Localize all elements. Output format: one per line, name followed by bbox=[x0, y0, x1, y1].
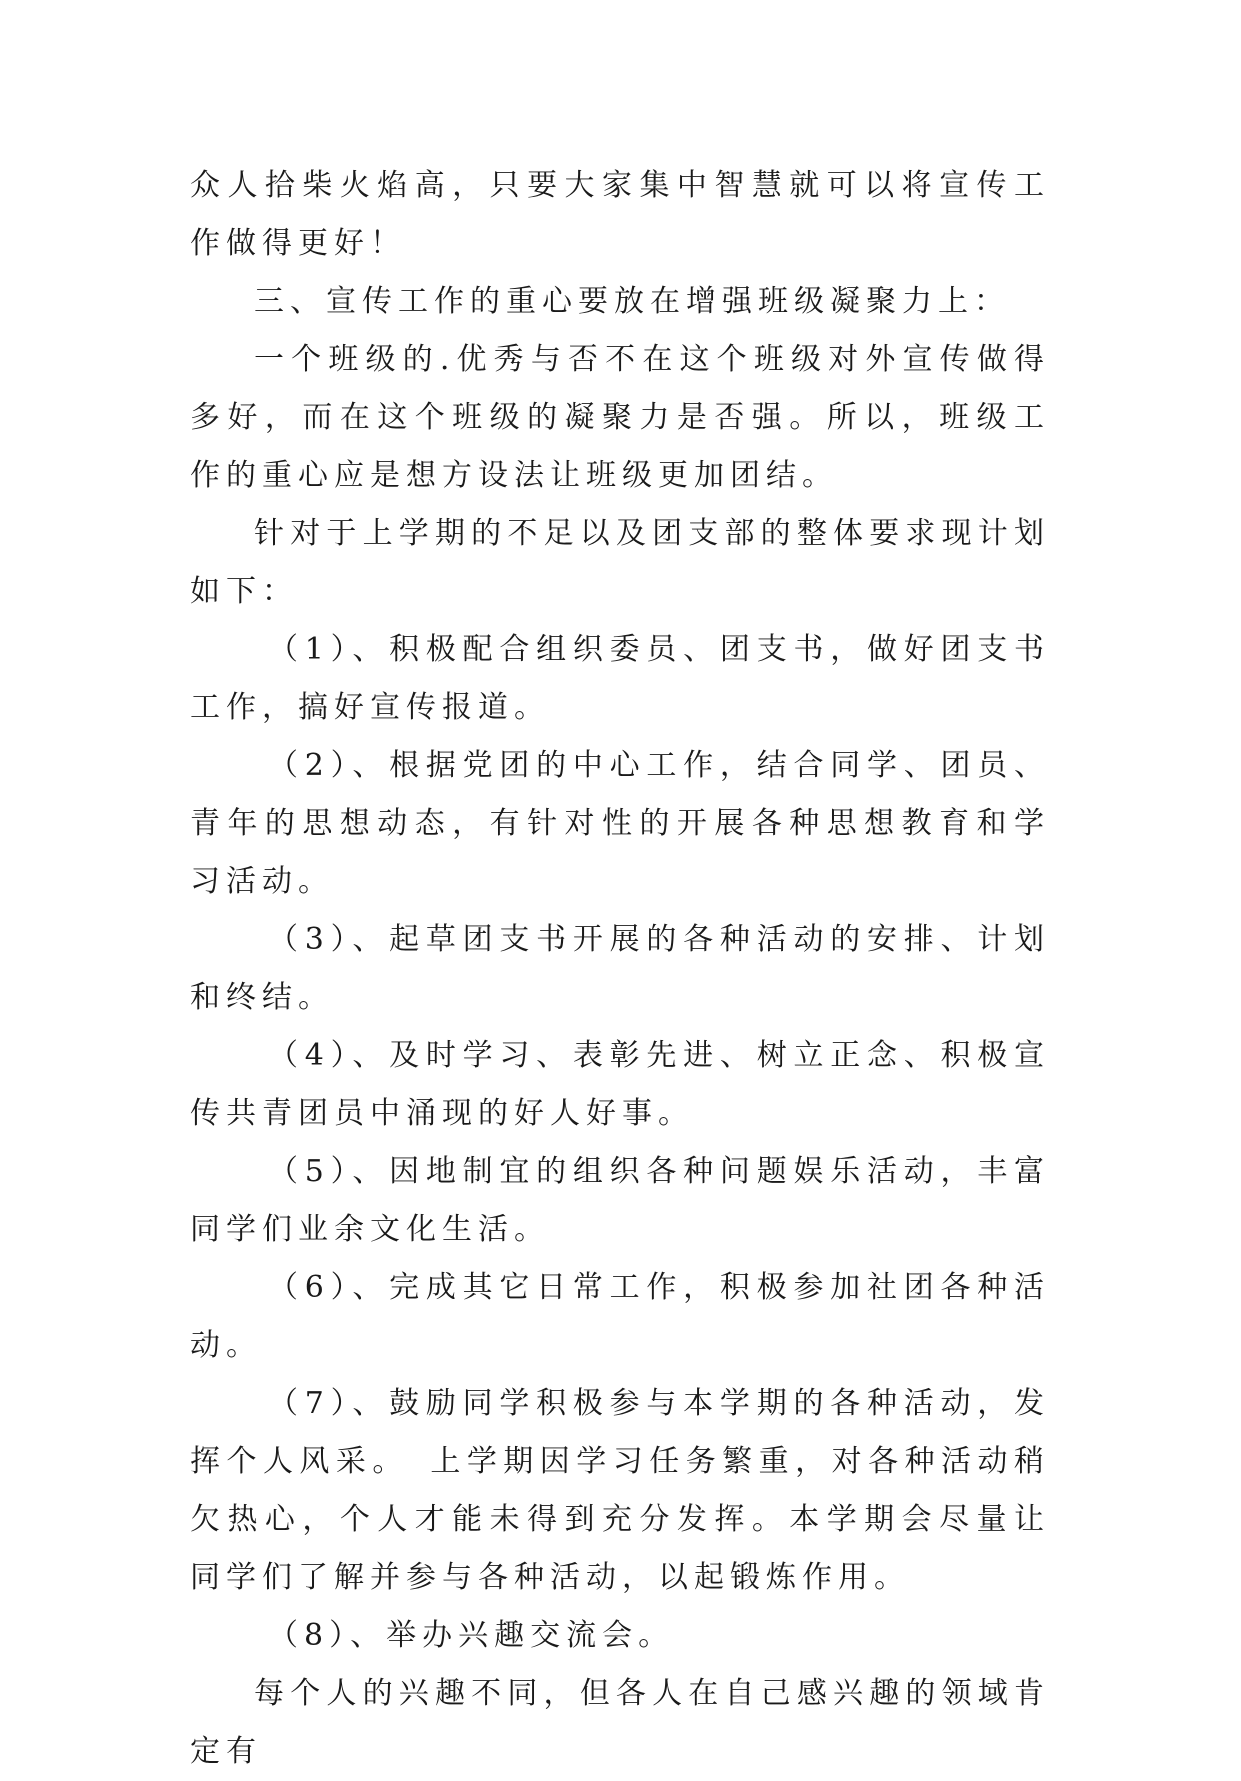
document-body bbox=[190, 157, 1050, 1781]
list-item: （1）、积极配合组织委员、团支书，做好团支书工作，搞好宣传报道。 bbox=[190, 632, 1050, 725]
paragraph: 针对于上学期的不足以及团支部的整体要求现计划如下： bbox=[190, 516, 1050, 609]
paragraph: 一个班级的.优秀与否不在这个班级对外宣传做得多好，而在这个班级的凝聚力是否强。所以，班级工作的重心应是想方设法让班级更加团结。 bbox=[190, 342, 1050, 493]
list-item: （7）、鼓励同学积极参与本学期的各种活动，发挥个人风采。 上学期因学习任务繁重，对各种活动稍欠热心，个人才能未得到充分发挥。本学期会尽量让同学们了解并参与各种活动，以起锻炼作用。 bbox=[190, 1386, 1050, 1595]
list-item: （2）、根据党团的中心工作，结合同学、团员、青年的思想动态，有针对性的开展各种思想教育和学习活动。 bbox=[190, 748, 1050, 899]
list-item: （4）、及时学习、表彰先进、树立正念、积极宣传共青团员中涌现的好人好事。 bbox=[190, 1038, 1050, 1131]
list-item: （6）、完成其它日常工作，积极参加社团各种活动。 bbox=[190, 1270, 1050, 1363]
list-item: （5）、因地制宜的组织各种问题娱乐活动，丰富同学们业余文化生活。 bbox=[190, 1154, 1050, 1247]
list-item: （8）、举办兴趣交流会。 bbox=[268, 1618, 675, 1653]
list-item: （3）、起草团支书开展的各种活动的安排、计划和终结。 bbox=[190, 922, 1050, 1015]
paragraph-continuation: 众人拾柴火焰高，只要大家集中智慧就可以将宣传工作做得更好！ bbox=[190, 168, 1050, 261]
paragraph: 每个人的兴趣不同，但各人在自己感兴趣的领域肯定有 bbox=[190, 1676, 1050, 1769]
section-heading: 三、宣传工作的重心要放在增强班级凝聚力上： bbox=[254, 284, 1010, 319]
